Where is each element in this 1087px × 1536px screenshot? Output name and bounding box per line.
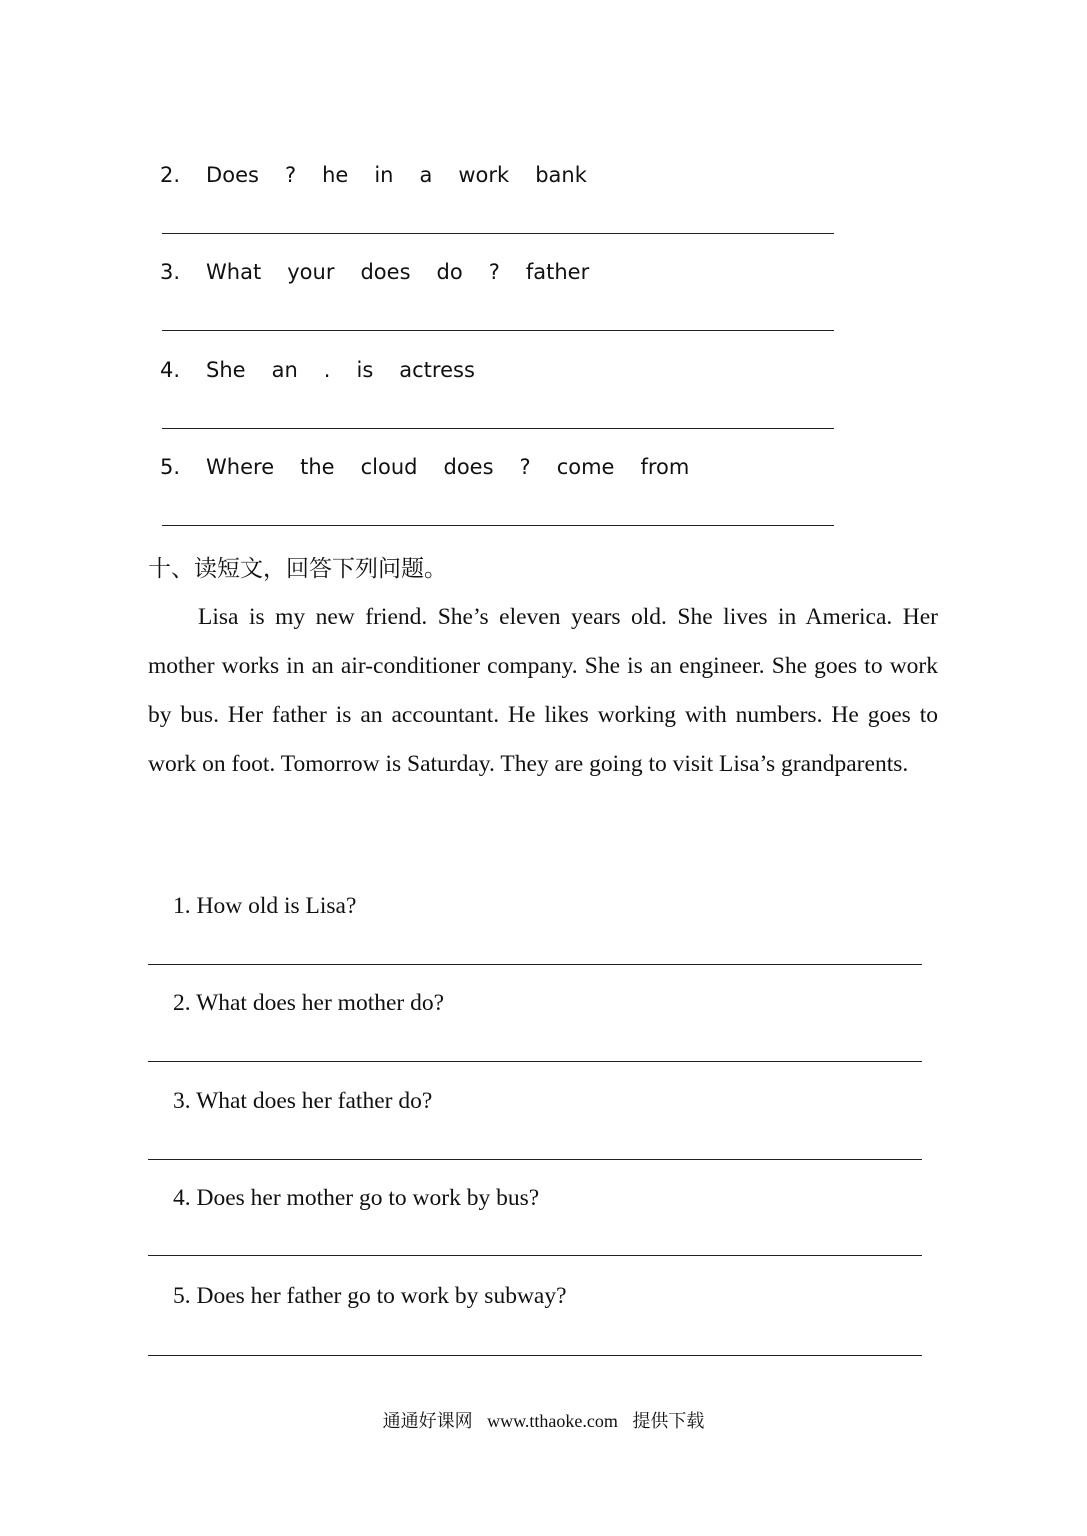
word: from <box>640 455 690 479</box>
word: She <box>206 358 246 382</box>
answer-line <box>162 233 834 234</box>
question-3: 3. What does her father do? <box>173 1088 433 1114</box>
word: ? <box>519 455 531 479</box>
word: bank <box>535 163 587 187</box>
word: he <box>322 163 349 187</box>
word: Does <box>206 163 259 187</box>
reorder-item-3 <box>160 260 589 284</box>
reorder-item-5 <box>160 455 689 479</box>
word: cloud <box>360 455 418 479</box>
answer-line <box>148 1061 922 1062</box>
question-2: 2. What does her mother do? <box>173 990 445 1016</box>
footer-suffix: 提供下载 <box>632 1411 705 1431</box>
item-number: 5. <box>160 455 181 479</box>
question-5: 5. Does her father go to work by subway? <box>173 1283 567 1309</box>
answer-line <box>148 964 922 965</box>
word: come <box>556 455 615 479</box>
answer-line <box>162 428 834 429</box>
footer-site-name: 通通好课网 <box>382 1411 473 1431</box>
answer-line <box>162 330 834 331</box>
page-footer <box>0 1407 1087 1433</box>
word: Where <box>206 455 275 479</box>
word: do <box>436 260 463 284</box>
word: does <box>443 455 494 479</box>
word: What <box>206 260 262 284</box>
answer-line <box>162 525 834 526</box>
word: . <box>323 358 331 382</box>
word: in <box>374 163 394 187</box>
question-4: 4. Does her mother go to work by bus? <box>173 1185 540 1211</box>
question-1: 1. How old is Lisa? <box>173 893 357 919</box>
word: ? <box>488 260 500 284</box>
word: work <box>458 163 510 187</box>
item-number: 2. <box>160 163 181 187</box>
answer-line <box>148 1255 922 1256</box>
word: ? <box>284 163 297 187</box>
reading-passage: Lisa is my new friend. She’s eleven years old. She lives in America. Her mother works in an air-conditioner company. She is an engineer. She goes to work by bus. Her father is an accountant. He likes working with numbers. He goes to work on foot. Tomorrow is Saturday. They are going to visit Lisa’s grandparents. <box>148 604 938 777</box>
word: is <box>356 358 374 382</box>
word: the <box>300 455 335 479</box>
reorder-item-2 <box>160 163 587 187</box>
section-heading: 十、读短文，回答下列问题。 <box>148 556 447 582</box>
footer-url[interactable]: www.tthaoke.com <box>487 1411 618 1431</box>
answer-line <box>148 1355 922 1356</box>
item-number: 3. <box>160 260 181 284</box>
item-number: 4. <box>160 358 181 382</box>
word: father <box>525 260 590 284</box>
word: a <box>419 163 433 187</box>
answer-line <box>148 1159 922 1160</box>
word: does <box>360 260 411 284</box>
reorder-item-4 <box>160 358 475 382</box>
word: actress <box>399 358 475 382</box>
word: your <box>287 260 335 284</box>
word: an <box>271 358 298 382</box>
